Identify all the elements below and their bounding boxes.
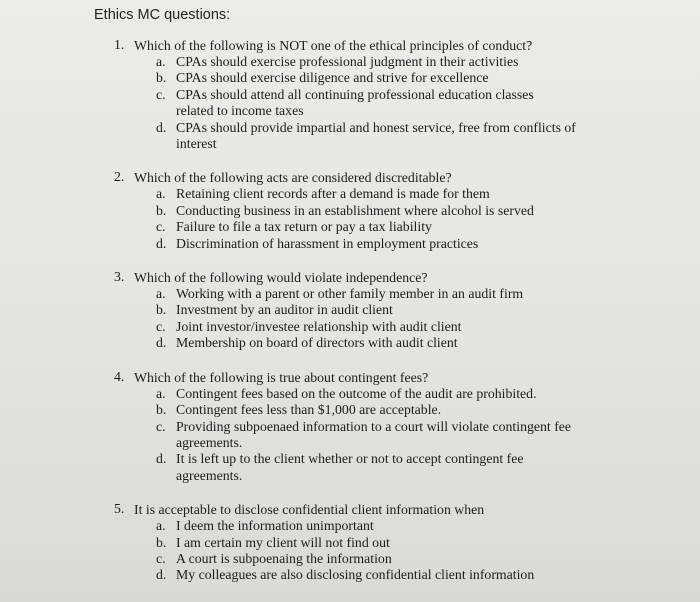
option-text: Retaining client records after a demand is made for them [176,186,490,202]
option-text: I deem the information unimportant [176,518,374,534]
options-list [134,54,700,152]
option-label: b. [156,70,167,86]
option-a [134,54,700,70]
option-a [134,286,700,302]
option-b [134,402,700,418]
option-label: d. [156,235,167,251]
option-text: Failure to file a tax return or pay a tax liability [176,219,432,235]
option-label: b. [156,202,167,218]
option-d [134,236,700,252]
option-label: a. [156,518,166,534]
question-text: Which of the following would violate independence? [134,270,428,286]
option-d [134,451,700,484]
option-text: I am certain my client will not find out [176,534,390,550]
option-c [134,319,700,335]
option-label: d. [156,451,167,467]
option-label: b. [156,534,167,550]
option-label: a. [156,186,166,202]
option-label: a. [156,54,166,69]
option-d [134,120,700,153]
option-text: Conducting business in an establishment where alcohol is served [176,202,534,218]
option-text: CPAs should provide impartial and honest service, free from conflicts of interest [176,119,576,152]
question-4 [94,369,700,484]
question-number: 3. [114,269,125,285]
option-d [134,335,700,351]
option-text: Joint investor/investee relationship with audit client [176,318,462,334]
option-text: Membership on board of directors with audit client [176,335,458,351]
option-text: It is left up to the client whether or not to accept contingent fee agreements. [176,451,524,483]
option-label: d. [156,335,167,351]
option-c [134,87,700,120]
question-number: 1. [114,37,125,52]
option-a [134,186,700,202]
option-a [134,386,700,402]
option-text: My colleagues are also disclosing confidential client information [176,567,535,583]
question-number: 2. [114,169,125,185]
option-text: CPAs should exercise professional judgment in their activities [176,54,519,69]
options-list [134,286,700,352]
option-text: Investment by an auditor in audit client [176,302,393,318]
question-text: It is acceptable to disclose confidential client information when [134,502,485,518]
question-text: Which of the following is true about contingent fees? [134,369,429,385]
option-b [134,535,700,551]
option-text: Providing subpoenaed information to a court will violate contingent fee agreements. [176,418,572,450]
option-d [134,567,700,583]
option-text: CPAs should attend all continuing professional education classes related to income taxes [176,86,534,119]
option-a [134,518,700,534]
option-c [134,551,700,567]
option-b [134,302,700,318]
option-text: Contingent fees based on the outcome of the audit are prohibited. [176,385,537,401]
option-b [134,203,700,219]
option-label: d. [156,567,167,583]
document-title: Ethics MC questions: [94,7,231,23]
question-3 [94,269,700,352]
option-text: Discrimination of harassment in employment practices [176,235,479,251]
options-list [134,518,700,584]
option-label: c. [156,550,166,566]
option-label: b. [156,302,167,318]
option-text: Working with a parent or other family member in an audit firm [176,286,524,302]
question-text: Which of the following acts are considered discreditable? [134,170,452,186]
option-label: c. [156,318,166,334]
options-list [134,186,700,252]
question-text: Which of the following is NOT one of the ethical principles of conduct? [134,38,533,53]
option-text: A court is subpoenaing the information [176,550,392,566]
option-label: c. [156,219,166,235]
question-number: 5. [114,501,125,517]
option-label: a. [156,286,166,302]
question-5 [94,501,700,584]
question-2 [94,169,700,252]
option-c [134,419,700,452]
option-text: CPAs should exercise diligence and strive for excellence [176,70,489,86]
option-b [134,70,700,86]
option-label: c. [156,418,166,434]
options-list [134,386,700,484]
option-c [134,219,700,235]
option-label: c. [156,86,166,102]
option-label: a. [156,385,166,401]
option-label: d. [156,119,167,135]
question-number: 4. [114,368,125,384]
option-label: b. [156,402,167,418]
question-1 [94,37,700,152]
option-text: Contingent fees less than $1,000 are acceptable. [176,402,442,418]
